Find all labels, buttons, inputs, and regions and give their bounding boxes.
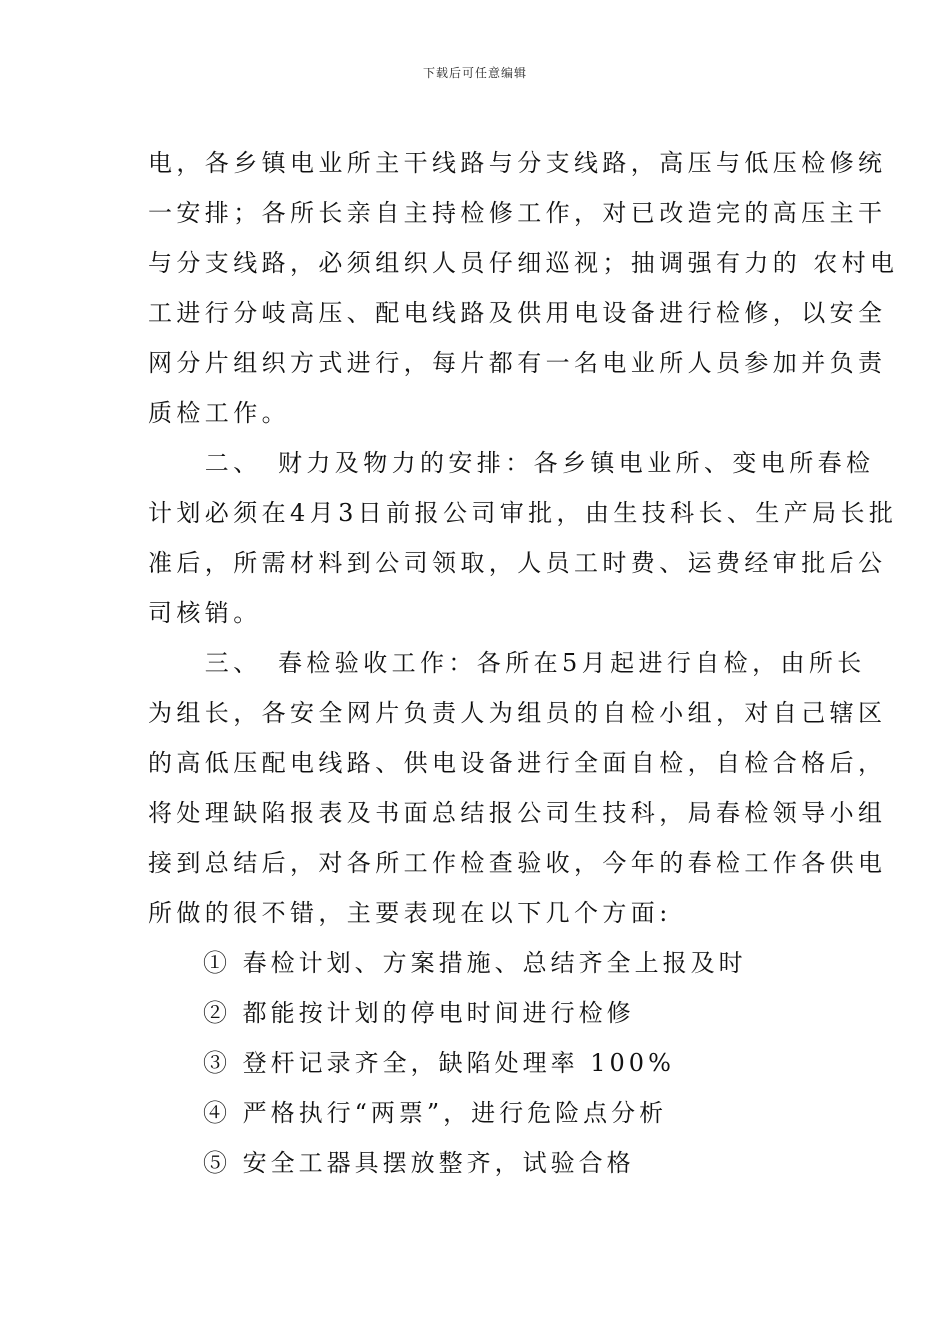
section-heading-line: 三、 春检验收工作：各所在5月起进行自检，由所长 <box>148 649 866 677</box>
paragraph-line: 与分支线路，必须组织人员仔细巡视；抽调强有力的 农村电 <box>148 249 899 277</box>
paragraph-line: 接到总结后，对各所工作检查验收，今年的春检工作各供电 <box>148 849 887 877</box>
list-item: ② 都能按计划的停电时间进行检修 <box>203 999 635 1027</box>
paragraph-line: 工进行分岐高压、配电线路及供用电设备进行检修，以安全 <box>148 299 887 327</box>
paragraph-line: 司核销。 <box>148 599 262 627</box>
page-header-note: 下载后可任意编辑 <box>422 66 527 80</box>
paragraph-line: 电，各乡镇电业所主干线路与分支线路，高压与低压检修统 <box>148 149 887 177</box>
paragraph-line: 的高低压配电线路、供电设备进行全面自检，自检合格后， <box>148 749 887 777</box>
paragraph-line: 计划必须在4月3日前报公司审批，由生技科长、生产局长批 <box>148 499 898 527</box>
paragraph-line: 为组长，各安全网片负责人为组员的自检小组，对自己辖区 <box>148 699 887 727</box>
section-heading-line: 二、 财力及物力的安排：各乡镇电业所、变电所春检 <box>148 449 875 477</box>
paragraph-line: 一安排；各所长亲自主持检修工作，对已改造完的高压主干 <box>148 199 887 227</box>
list-item: ④ 严格执行“两票”，进行危险点分析 <box>203 1099 668 1127</box>
paragraph-line: 将处理缺陷报表及书面总结报公司生技科，局春检领导小组 <box>148 799 887 827</box>
list-item: ① 春检计划、方案措施、总结齐全上报及时 <box>203 949 747 977</box>
paragraph-line: 网分片组织方式进行，每片都有一名电业所人员参加并负责 <box>148 349 887 377</box>
list-item: ③ 登杆记录齐全，缺陷处理率 100% <box>203 1049 675 1077</box>
list-item: ⑤ 安全工器具摆放整齐，试验合格 <box>203 1149 635 1177</box>
paragraph-line: 准后，所需材料到公司领取，人员工时费、运费经审批后公 <box>148 549 887 577</box>
paragraph-line: 质检工作。 <box>148 399 290 427</box>
paragraph-line: 所做的很不错，主要表现在以下几个方面: <box>148 899 672 927</box>
